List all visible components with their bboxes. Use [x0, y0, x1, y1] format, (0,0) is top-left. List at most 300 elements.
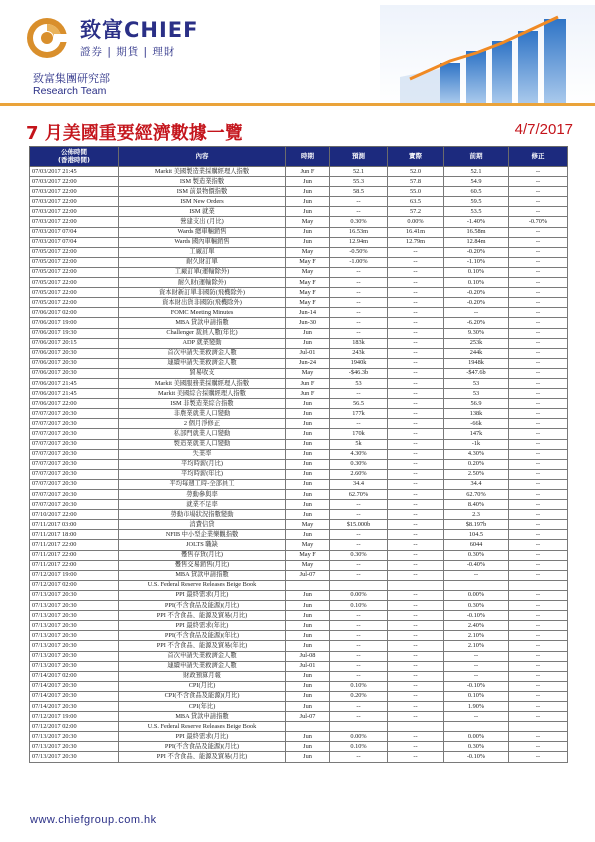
table-cell-forecast: 62.70% [330, 490, 388, 500]
table-cell-content: PPI(不含食品及能源)(年比) [119, 631, 286, 641]
table-cell-period: May F [286, 278, 330, 288]
table-cell-revised: -- [509, 237, 568, 247]
table-row [30, 570, 568, 580]
table-cell-actual [388, 722, 444, 732]
table-cell-actual: 12.79m [388, 237, 444, 247]
table-cell-prior: 138k [444, 409, 509, 419]
table-cell-time: 07/06/2017 20:15 [30, 338, 119, 348]
table-cell-forecast: -- [330, 328, 388, 338]
table-cell-time: 07/13/2017 20:30 [30, 641, 119, 651]
table-cell-actual: 16.41m [388, 227, 444, 237]
table-cell-actual: -- [388, 479, 444, 489]
table-row [30, 167, 568, 177]
table-row [30, 429, 568, 439]
table-cell-prior: 2.10% [444, 641, 509, 651]
table-cell-actual: -- [388, 712, 444, 722]
table-cell-content: 平均時薪(年比) [119, 469, 286, 479]
table-cell-time: 07/12/2017 02:00 [30, 722, 119, 732]
table-cell-content: PPI 最終需求(月比) [119, 732, 286, 742]
table-cell-time: 07/11/2017 22:00 [30, 540, 119, 550]
table-cell-content: ISM New Orders [119, 197, 286, 207]
table-cell-prior: 12.84m [444, 237, 509, 247]
table-cell-content: JOLTS 職缺 [119, 540, 286, 550]
table-cell-actual: -- [388, 671, 444, 681]
table-cell-actual: 57.2 [388, 207, 444, 217]
table-cell-revised: -- [509, 358, 568, 368]
table-cell-forecast: -- [330, 611, 388, 621]
table-cell-revised: -- [509, 530, 568, 540]
table-cell-prior: 6044 [444, 540, 509, 550]
table-cell-actual: -- [388, 348, 444, 358]
table-cell-content: MBA 貸款申請指數 [119, 318, 286, 328]
table-row [30, 520, 568, 530]
table-cell-period: May [286, 217, 330, 227]
table-cell-revised: -- [509, 177, 568, 187]
table-cell-forecast: -- [330, 631, 388, 641]
table-cell-revised: -- [509, 520, 568, 530]
table-cell-revised: -- [509, 590, 568, 600]
table-cell-forecast: -- [330, 540, 388, 550]
table-row [30, 459, 568, 469]
column-header-time: 公佈時間 (香港時間) [30, 147, 119, 167]
table-row [30, 469, 568, 479]
table-row [30, 742, 568, 752]
table-cell-actual: 0.00% [388, 217, 444, 227]
table-cell-actual: -- [388, 540, 444, 550]
table-row [30, 732, 568, 742]
research-group-name: 致富集團研究部 [33, 72, 110, 85]
brand-subtitle: 證券 | 期貨 | 理財 [80, 46, 176, 58]
table-cell-revised: -- [509, 439, 568, 449]
table-cell-prior: -6.20% [444, 318, 509, 328]
table-cell-time: 07/03/2017 22:00 [30, 197, 119, 207]
table-cell-time: 07/11/2017 22:00 [30, 550, 119, 560]
table-cell-prior: -0.10% [444, 681, 509, 691]
table-cell-content: 貿易收支 [119, 368, 286, 378]
table-cell-prior: $8.197b [444, 520, 509, 530]
table-cell-period: Jun-14 [286, 308, 330, 318]
table-cell-prior: 52.1 [444, 167, 509, 177]
table-cell-forecast: 0.10% [330, 681, 388, 691]
table-cell-forecast: 34.4 [330, 479, 388, 489]
table-cell-prior: 8.40% [444, 500, 509, 510]
table-cell-period: Jun [286, 197, 330, 207]
table-cell-content: Wards 國內車輛銷售 [119, 237, 286, 247]
table-cell-actual: -- [388, 691, 444, 701]
table-cell-time: 07/13/2017 20:30 [30, 742, 119, 752]
table-cell-revised: -- [509, 742, 568, 752]
table-cell-forecast: -- [330, 752, 388, 762]
table-cell-revised: -- [509, 257, 568, 267]
table-cell-prior: -- [444, 570, 509, 580]
table-cell-content: 平均每週工時-全部員工 [119, 479, 286, 489]
table-cell-content: 首次申請失業救濟金人數 [119, 348, 286, 358]
report-header [0, 0, 595, 108]
table-cell-actual: -- [388, 389, 444, 399]
table-cell-time: 07/03/2017 22:00 [30, 217, 119, 227]
table-cell-revised: -- [509, 732, 568, 742]
table-cell-prior: 0.30% [444, 742, 509, 752]
table-cell-prior: 53 [444, 378, 509, 388]
table-cell-time: 07/11/2017 18:00 [30, 530, 119, 540]
table-cell-period: Jul-08 [286, 651, 330, 661]
table-cell-period: Jun [286, 601, 330, 611]
table-cell-content: Wards 總車輛銷售 [119, 227, 286, 237]
table-cell-prior: -- [444, 308, 509, 318]
table-cell-content: FOMC Meeting Minutes [119, 308, 286, 318]
table-cell-period: Jun [286, 328, 330, 338]
table-cell-revised: -- [509, 601, 568, 611]
table-cell-period: Jun [286, 701, 330, 711]
table-row [30, 298, 568, 308]
table-cell-period: Jul-07 [286, 712, 330, 722]
table-cell-forecast: 0.10% [330, 601, 388, 611]
table-row [30, 490, 568, 500]
table-cell-time: 07/07/2017 20:30 [30, 439, 119, 449]
table-cell-period: Jun [286, 752, 330, 762]
table-row [30, 399, 568, 409]
table-cell-prior: -- [444, 712, 509, 722]
table-cell-period: Jun [286, 207, 330, 217]
table-cell-prior: 2.3 [444, 510, 509, 520]
table-cell-revised: -- [509, 469, 568, 479]
table-cell-revised: -- [509, 550, 568, 560]
table-cell-forecast: -- [330, 530, 388, 540]
table-cell-forecast: -- [330, 207, 388, 217]
table-cell-content: PPI 不含食品、能源及貿易(月比) [119, 611, 286, 621]
table-cell-revised: -- [509, 247, 568, 257]
table-cell-period: Jun-30 [286, 318, 330, 328]
table-cell-period: Jul-07 [286, 570, 330, 580]
table-cell-actual: -- [388, 378, 444, 388]
table-cell-actual: 57.8 [388, 177, 444, 187]
table-row [30, 419, 568, 429]
table-cell-content: PPI 不含食品、能源及貿易(月比) [119, 752, 286, 762]
table-cell-time: 07/11/2017 22:00 [30, 560, 119, 570]
table-cell-content: 營建支出 (月比) [119, 217, 286, 227]
table-cell-period: Jun [286, 177, 330, 187]
table-cell-actual: -- [388, 510, 444, 520]
table-cell-forecast: 1940k [330, 358, 388, 368]
table-cell-revised: -- [509, 752, 568, 762]
table-cell-period: Jun [286, 641, 330, 651]
table-cell-actual: -- [388, 449, 444, 459]
column-header-period: 時期 [286, 147, 330, 167]
table-cell-period: Jun F [286, 389, 330, 399]
table-cell-forecast: 0.10% [330, 742, 388, 752]
table-cell-actual: -- [388, 681, 444, 691]
table-cell-revised: -- [509, 691, 568, 701]
table-cell-period: Jul-01 [286, 661, 330, 671]
table-cell-time: 07/13/2017 20:30 [30, 651, 119, 661]
table-cell-actual: -- [388, 419, 444, 429]
table-cell-revised: -- [509, 449, 568, 459]
table-cell-actual [388, 580, 444, 590]
table-row [30, 621, 568, 631]
table-cell-prior: 0.30% [444, 550, 509, 560]
table-cell-actual: -- [388, 338, 444, 348]
table-row [30, 348, 568, 358]
table-row [30, 530, 568, 540]
chief-logo-icon [26, 17, 68, 59]
table-cell-revised: -- [509, 631, 568, 641]
table-cell-forecast: -- [330, 641, 388, 651]
header-divider [0, 103, 595, 106]
table-cell-actual: -- [388, 439, 444, 449]
table-cell-revised: -- [509, 227, 568, 237]
table-cell-prior: 0.00% [444, 732, 509, 742]
table-cell-content: 非農業就業人口變動 [119, 409, 286, 419]
table-cell-content: 私部門就業人口變動 [119, 429, 286, 439]
table-cell-prior [444, 722, 509, 732]
table-row [30, 308, 568, 318]
table-cell-content: 勞動參與率 [119, 490, 286, 500]
table-row [30, 550, 568, 560]
brand-name: 致富CHIEF [80, 18, 199, 42]
table-cell-time: 07/06/2017 02:00 [30, 308, 119, 318]
table-cell-forecast: 55.3 [330, 177, 388, 187]
table-cell-revised: -- [509, 621, 568, 631]
table-cell-forecast: -- [330, 288, 388, 298]
table-cell-content: PPI 不含食品、能源及貿易(年比) [119, 641, 286, 651]
table-cell-period: May F [286, 550, 330, 560]
table-cell-forecast: $15.000b [330, 520, 388, 530]
table-cell-time: 07/14/2017 20:30 [30, 691, 119, 701]
table-row [30, 641, 568, 651]
table-cell-actual: -- [388, 550, 444, 560]
table-cell-revised: -- [509, 348, 568, 358]
table-row [30, 378, 568, 388]
table-cell-period: Jun [286, 409, 330, 419]
table-cell-content: U.S. Federal Reserve Releases Beige Book [119, 722, 286, 732]
table-cell-content: PPI(不含食品及能源)(月比) [119, 601, 286, 611]
table-cell-time: 07/07/2017 20:30 [30, 419, 119, 429]
table-cell-forecast: 2.60% [330, 469, 388, 479]
table-cell-actual: -- [388, 590, 444, 600]
table-cell-content: 躉售交易銷售(月比) [119, 560, 286, 570]
table-cell-period: Jun-24 [286, 358, 330, 368]
table-row [30, 671, 568, 681]
table-cell-time: 07/14/2017 20:30 [30, 701, 119, 711]
table-cell-forecast: 0.30% [330, 217, 388, 227]
report-date: 4/7/2017 [514, 121, 573, 138]
table-row [30, 257, 568, 267]
table-cell-period: Jun [286, 399, 330, 409]
table-cell-time: 07/06/2017 19:30 [30, 328, 119, 338]
table-cell-time: 07/07/2017 20:30 [30, 469, 119, 479]
table-cell-content: 耐久財(運輸除外) [119, 278, 286, 288]
table-cell-time: 07/14/2017 20:30 [30, 681, 119, 691]
table-cell-revised: -- [509, 197, 568, 207]
table-cell-content: MBA 貸款申請指數 [119, 712, 286, 722]
table-cell-revised: -- [509, 288, 568, 298]
table-row [30, 540, 568, 550]
table-cell-revised: -- [509, 459, 568, 469]
table-cell-time: 07/13/2017 20:30 [30, 590, 119, 600]
table-cell-prior: 60.5 [444, 187, 509, 197]
table-cell-period: May F [286, 298, 330, 308]
table-cell-forecast: 5k [330, 439, 388, 449]
table-cell-content: PPI 最終需求(月比) [119, 590, 286, 600]
table-cell-actual: -- [388, 409, 444, 419]
table-cell-forecast: -- [330, 197, 388, 207]
table-row [30, 479, 568, 489]
table-cell-prior: -- [444, 671, 509, 681]
table-cell-forecast: -- [330, 318, 388, 328]
table-cell-period: Jun [286, 611, 330, 621]
table-cell-forecast: -- [330, 651, 388, 661]
table-cell-prior: 9.30% [444, 328, 509, 338]
table-cell-content: ISM 非製造業綜合指數 [119, 399, 286, 409]
column-header-prior: 前期 [444, 147, 509, 167]
table-cell-forecast: -$46.3b [330, 368, 388, 378]
footer-website[interactable]: www.chiefgroup.com.hk [30, 814, 157, 826]
table-cell-time: 07/05/2017 22:00 [30, 278, 119, 288]
table-cell-actual: -- [388, 298, 444, 308]
table-cell-forecast: 53 [330, 378, 388, 388]
table-cell-time: 07/06/2017 21:45 [30, 389, 119, 399]
table-cell-prior: 59.5 [444, 197, 509, 207]
table-cell-forecast: -- [330, 661, 388, 671]
table-cell-period: May F [286, 288, 330, 298]
table-cell-time: 07/03/2017 21:45 [30, 167, 119, 177]
table-cell-prior: 0.20% [444, 459, 509, 469]
column-header-forecast: 預測 [330, 147, 388, 167]
table-row [30, 681, 568, 691]
table-cell-revised: -- [509, 298, 568, 308]
table-cell-time: 07/05/2017 22:00 [30, 257, 119, 267]
table-cell-prior: -$47.6b [444, 368, 509, 378]
table-row [30, 691, 568, 701]
table-row [30, 227, 568, 237]
table-cell-content: 連續申請失業救濟金人數 [119, 358, 286, 368]
table-cell-prior: 56.9 [444, 399, 509, 409]
table-row [30, 510, 568, 520]
table-cell-actual: 63.5 [388, 197, 444, 207]
table-cell-content: Markit 美國製造業採購經理人指數 [119, 167, 286, 177]
table-cell-forecast: 170k [330, 429, 388, 439]
table-cell-content: 首次申請失業救濟金人數 [119, 651, 286, 661]
table-cell-content: ADP 就業變動 [119, 338, 286, 348]
table-cell-time: 07/07/2017 20:30 [30, 449, 119, 459]
table-cell-revised: -- [509, 570, 568, 580]
table-cell-forecast: -- [330, 621, 388, 631]
table-cell-content: 勞動市場狀況指數變動 [119, 510, 286, 520]
table-cell-revised: -- [509, 167, 568, 177]
table-cell-time: 07/03/2017 07/04 [30, 237, 119, 247]
table-cell-period: May F [286, 257, 330, 267]
table-row [30, 389, 568, 399]
table-cell-content: 製造業就業人口變動 [119, 439, 286, 449]
table-cell-time: 07/12/2017 19:00 [30, 570, 119, 580]
table-cell-actual: -- [388, 732, 444, 742]
table-cell-period: Jun F [286, 378, 330, 388]
table-cell-time: 07/06/2017 20:30 [30, 358, 119, 368]
table-cell-time: 07/03/2017 22:00 [30, 177, 119, 187]
table-cell-period: Jul-01 [286, 348, 330, 358]
table-cell-time: 07/03/2017 22:00 [30, 207, 119, 217]
table-cell-forecast: 177k [330, 409, 388, 419]
table-cell-actual: -- [388, 560, 444, 570]
table-row [30, 358, 568, 368]
table-cell-revised: -- [509, 399, 568, 409]
table-cell-time: 07/13/2017 20:30 [30, 611, 119, 621]
table-cell-forecast: 58.5 [330, 187, 388, 197]
table-cell-actual: -- [388, 308, 444, 318]
table-row [30, 449, 568, 459]
table-cell-forecast: -- [330, 419, 388, 429]
table-cell-period: Jun [286, 338, 330, 348]
table-cell-forecast: 0.30% [330, 459, 388, 469]
table-cell-revised: -- [509, 490, 568, 500]
table-cell-prior: -0.20% [444, 288, 509, 298]
table-row [30, 712, 568, 722]
table-cell-time: 07/06/2017 20:30 [30, 368, 119, 378]
table-cell-period: Jun [286, 187, 330, 197]
table-cell-prior: 104.5 [444, 530, 509, 540]
table-cell-actual: -- [388, 651, 444, 661]
table-cell-content: CPI(年比) [119, 701, 286, 711]
table-cell-forecast: 56.5 [330, 399, 388, 409]
table-cell-forecast: 52.1 [330, 167, 388, 177]
table-body [30, 167, 568, 763]
table-cell-actual: -- [388, 752, 444, 762]
table-cell-revised: -- [509, 671, 568, 681]
table-cell-actual: -- [388, 267, 444, 277]
table-cell-content: 就業不足率 [119, 500, 286, 510]
table-cell-revised: -- [509, 207, 568, 217]
table-cell-prior: 147k [444, 429, 509, 439]
table-cell-content: 資本財出貨非國防(飛機除外) [119, 298, 286, 308]
table-row [30, 217, 568, 227]
table-cell-prior: 244k [444, 348, 509, 358]
table-cell-prior: 53.5 [444, 207, 509, 217]
table-cell-prior: 2.50% [444, 469, 509, 479]
table-cell-content: 消費信貸 [119, 520, 286, 530]
table-cell-period: Jun F [286, 167, 330, 177]
table-cell-prior: 1948k [444, 358, 509, 368]
table-cell-actual: -- [388, 520, 444, 530]
table-cell-revised: -- [509, 681, 568, 691]
table-cell-content: 財政預算月報 [119, 671, 286, 681]
table-cell-forecast: 12.94m [330, 237, 388, 247]
table-cell-prior: 0.10% [444, 267, 509, 277]
table-row [30, 611, 568, 621]
table-cell-time: 07/13/2017 20:30 [30, 631, 119, 641]
table-cell-content: 2 個月淨修正 [119, 419, 286, 429]
table-cell-forecast: 0.00% [330, 590, 388, 600]
table-cell-period: Jun [286, 490, 330, 500]
table-cell-content: 失業率 [119, 449, 286, 459]
table-cell-prior: -1.10% [444, 257, 509, 267]
table-cell-time: 07/05/2017 22:00 [30, 247, 119, 257]
table-cell-prior: 16.58m [444, 227, 509, 237]
table-cell-time: 07/13/2017 20:30 [30, 661, 119, 671]
page-title: 7 月美國重要經濟數據一覽 [26, 123, 243, 144]
table-cell-actual: -- [388, 247, 444, 257]
table-cell-forecast: -- [330, 278, 388, 288]
table-row [30, 560, 568, 570]
table-cell-content: Markit 美國服務業採購經理人指數 [119, 378, 286, 388]
table-cell-revised: -0.70% [509, 217, 568, 227]
table-cell-actual: -- [388, 328, 444, 338]
table-cell-period: Jun [286, 429, 330, 439]
table-cell-time: 07/06/2017 20:30 [30, 348, 119, 358]
table-row [30, 318, 568, 328]
table-cell-revised: -- [509, 318, 568, 328]
table-cell-prior: -0.20% [444, 298, 509, 308]
table-row [30, 237, 568, 247]
